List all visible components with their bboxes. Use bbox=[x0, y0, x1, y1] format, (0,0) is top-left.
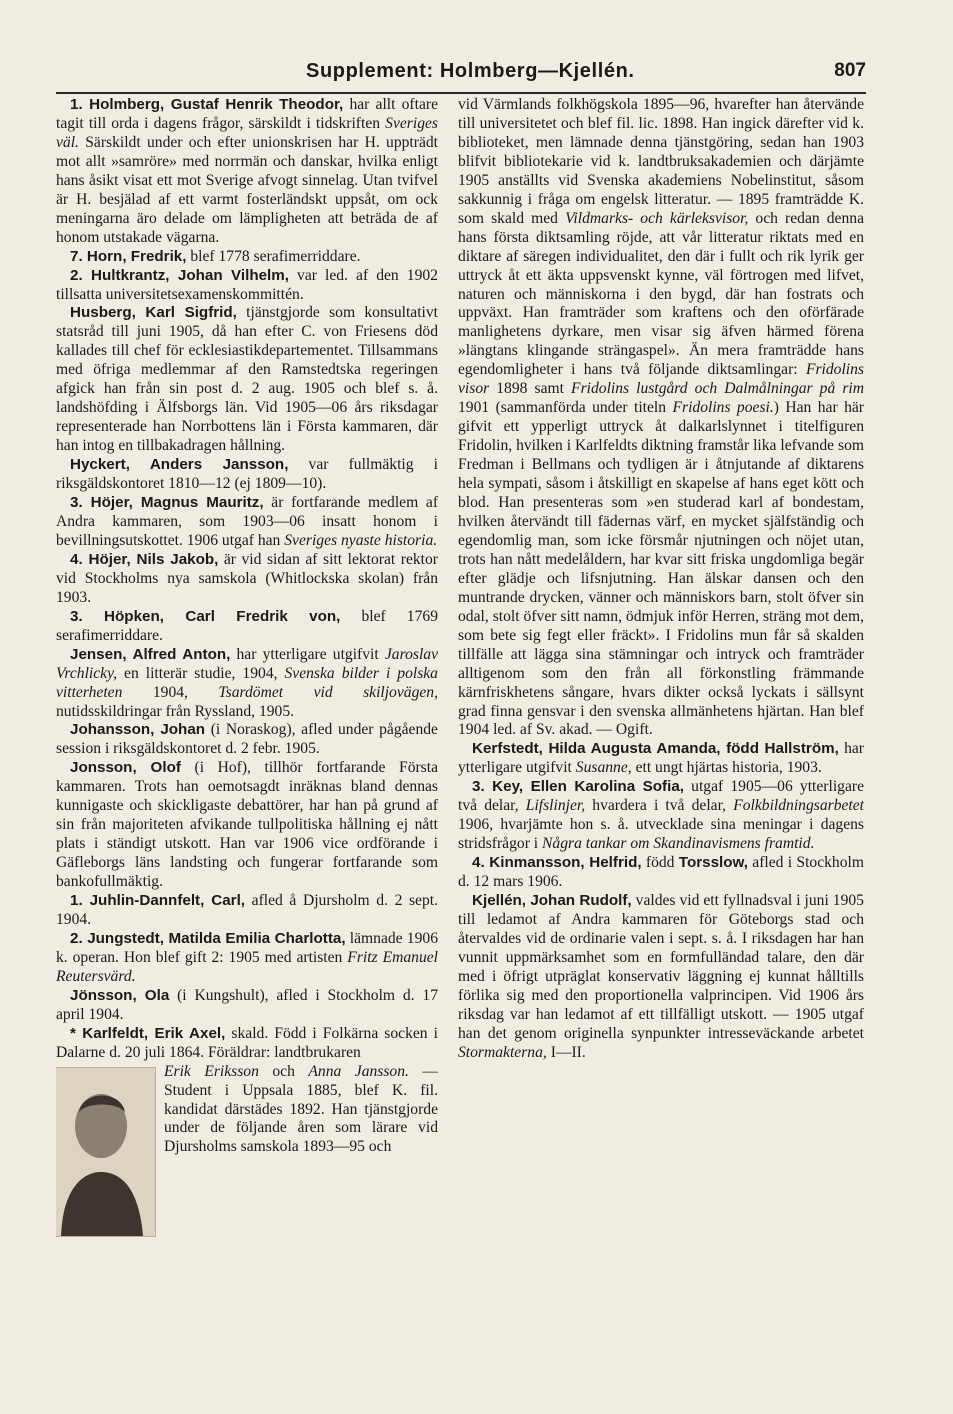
entry-karlfeldt-cont: vid Värmlands folkhögskola 1895—96, hvarefter han återvände till universitetet och blef fil. lic. 1898. Han ingick därefter vid k. biblioteket, men lämnade denna tjänstgöring, sedan han 1903 blifvit bibliotekarie vid k. landtbruksakademien och därjämte 1905 anställts vid Svenska akademiens Nobelinstitut, såsom sakkunnig i fråga om engelsk litteratur. — 1895 framträdde K. som skald med Vildmarks- och kärleksvisor, och redan denna hans första diktsamling röjde, att vår litteratur riktats med en diktare af säregen individualitet, den där i fullt och rik lyrik ger uttryck åt ett äkta uppsvenskt kynne, väl förtrogen med lifvet, naturen och människorna i den bygd, där han fostrats och uppväxt. Han framträder som kraftens och den oförfärade manlighetens dyrkare, men visar sig äfven härmed förena »längtans klingande strängaspel». Än mera framträdde hans egendomligheter i hans två följande diktsamlingar: Fridolins visor 1898 samt Fridolins lustgård och Dalmålningar på rim 1901 (sammanförda under titeln Fridolins poesi.) Han har här gifvit ett ypperligt uttryck åt dalkarlslynnet i titelfiguren Fridolin, hvilken i Karlfeldts diktning framstår lika lefvande som Fredman i Bellmans och tydligen är i åtnjutande af diktarens hela sympati, såsom i åtskilligt en skapelse af hans eget kött och blod. Han presenteras som »en studerad karl af bondestam, hvilken återvändt till fädernas värf, en mycket själfständig och egendomlig man, som icke försmår njutningen och nöjet utan, trots han nått medelåldern, har kvar sitt friska ungdomliga begär efter glädje och lifsnjutning. Han älskar dansen och den muntrande drycken, vänner och människors barn, stolt öfver sin odal, stolt öfver sitt namn, ödmjuk inför Herren, sträng mot dem, som bete sig fegt eller fräckt». I Fridolins mun får så skalden tillfälle att lägga sina stämningar och intryck och framträder alltigenom som den från all förkonstling främmande kärnfriskhetens sångare, hvars dikter också lyckats i sällsynt grad finna gensvar i den svenska allmänhetens hjärtan. Han blef 1904 led. af Sv. akad. — Ogift. bbox=[458, 96, 864, 739]
entry-jungstedt: 2. Jungstedt, Matilda Emilia Charlotta, lämnade 1906 k. operan. Hon blef gift 2: 1905 med artisten Fritz Emanuel Reutersvärd. bbox=[56, 929, 438, 985]
entry-kerfstedt: Kerfstedt, Hilda Augusta Amanda, född Hallström, har ytterligare utgifvit Susanne, ett ungt hjärtas historia, 1903. bbox=[458, 740, 864, 777]
entry-kjellen: Kjellén, Johan Rudolf, valdes vid ett fyllnadsval i juni 1905 till ledamot af Andra kammaren för Göteborgs stad och återvaldes vid de ordinarie valen i sept. s. å. I riksdagen har han vunnit uppmärksamhet som en formfulländad talare, den där med i öfrigt utpräglat konservativ läggning ej kunnat hålltills förlika sig med den proportionella valprincipen. Vid 1906 års riksdag var han ledamot af ett tillfälligt utskott. — 1905 utgaf han det genom originella synpunkter intresseväckande arbetet Stormakterna, I—II. bbox=[458, 892, 864, 1061]
entry-juhlin-dannfelt: 1. Juhlin-Dannfelt, Carl, afled å Djursholm d. 2 sept. 1904. bbox=[56, 892, 438, 928]
page-number: 807 bbox=[834, 60, 866, 81]
entry-johansson: Johansson, Johan (i Noraskog), afled under pågående session i riksgäldskontoret d. 2 febr. 1905. bbox=[56, 721, 438, 758]
entry-husberg: Husberg, Karl Sigfrid, tjänstgjorde som konsultativt statsråd till juni 1905, då han efter C. von Friesens död kallades till chef för ecklesiastikdepartementet. Tillsammans med öfriga medlemmar af den Ramstedtska regeringen afgick han från sin post d. 2 aug. 1905 och blef s. å. landshöfding i Älfsborgs län. Vid 1905—06 års riksdagar representerade han Norrbottens län i Första kammaren, där han intog en tillbakadragen hållning. bbox=[56, 304, 438, 455]
entry-karlfeldt: * Karlfeldt, Erik Axel, skald. Född i Folkärna socken i Dalarne d. 20 juli 1864. Föräldrar: landtbrukaren Erik Eriksson och Anna Jansson. — Student i Uppsala 1885, blef K. fil. kandidat därstädes 1892. Han tjänstgjorde under de följande åren som lärare vid Djursholms samskola 1893—95 och bbox=[56, 1025, 438, 1237]
entry-jensen: Jensen, Alfred Anton, har ytterligare utgifvit Jaroslav Vrchlicky, en litterär studie, 1904, Svenska bilder i polska vitterheten 1904, Tsardömet vid skiljovägen, nutidsskildringar från Ryssland, 1905. bbox=[56, 645, 438, 720]
entry-horn: 7. Horn, Fredrik, blef 1778 serafimerriddare. bbox=[70, 247, 361, 265]
header-rule bbox=[56, 92, 866, 94]
entry-hultkrantz: 2. Hultkrantz, Johan Vilhelm, var led. af den 1902 tillsatta universitetsexamenskommittén. bbox=[56, 266, 438, 303]
portrait-photo-icon bbox=[56, 1067, 156, 1237]
entry-hopken: 3. Höpken, Carl Fredrik von, blef 1769 serafimerriddare. bbox=[56, 607, 438, 644]
entry-kinmansson: 4. Kinmansson, Helfrid, född Torsslow, afled i Stockholm d. 12 mars 1906. bbox=[458, 854, 864, 891]
entry-hojer-nils: 4. Höjer, Nils Jakob, är vid sidan af sitt lektorat rektor vid Stockholms nya samskola (Whitlockska skolan) från 1903. bbox=[56, 550, 438, 606]
entry-jonsson-ola: Jönsson, Ola (i Kungshult), afled i Stockholm d. 17 april 1904. bbox=[56, 986, 438, 1023]
entry-jonsson-olof: Jonsson, Olof (i Hof), tillhör fortfarande Första kammaren. Trots han oemotsagdt inräknas bland dennas kunnigaste och skickligaste debattörer, har han på grund af sin från majoriteten afvikande tullpolitiska hållning ej nått plats i ständigt utskott. Han var 1906 vice ordförande i Gäfleborgs läns landsting och fungerar fortfarande som bankofullmäktig. bbox=[56, 759, 439, 891]
entry-hojer-magnus: 3. Höjer, Magnus Mauritz, är fortfarande medlem af Andra kammaren, som 1903—06 insatt honom i bevillningsutskottet. 1906 utgaf han Sveriges nyaste historia. bbox=[56, 494, 439, 549]
header-title: Supplement: Holmberg—Kjellén. bbox=[306, 60, 635, 82]
portrait-svg bbox=[56, 1068, 155, 1236]
left-column bbox=[56, 96, 438, 1237]
entry-holmberg: 1. Holmberg, Gustaf Henrik Theodor, har allt oftare tagit till orda i dagens frågor, särskildt i tidskriften Sveriges väl. Särskildt under och efter unionskrisen har H. uppträdt mot allt »samröre» med norrmän och danskar, hvilka enligt hans åsikt visat ett mot Sverige afvogt sinnelag. Utan tvifvel är H. besjälad af ett varmt fosterländskt uppsåt, om ock meningarna äro delade om lämpligheten att beträda de af honom utstakade vägarna. bbox=[56, 96, 438, 246]
entry-hyckert: Hyckert, Anders Jansson, var fullmäktig i riksgäldskontoret 1810—12 (ej 1809—10). bbox=[56, 456, 439, 493]
running-header bbox=[56, 52, 866, 88]
right-column bbox=[458, 96, 864, 1063]
entry-key: 3. Key, Ellen Karolina Sofia, utgaf 1905—06 ytterligare två delar, Lifslinjer, hvardera i två delar, Folkbildningsarbetet 1906, hvarjämte hon s. å. utvecklade sina meningar i dagens stridsfrågor i Några tankar om Skandinavismens framtid. bbox=[458, 778, 865, 853]
